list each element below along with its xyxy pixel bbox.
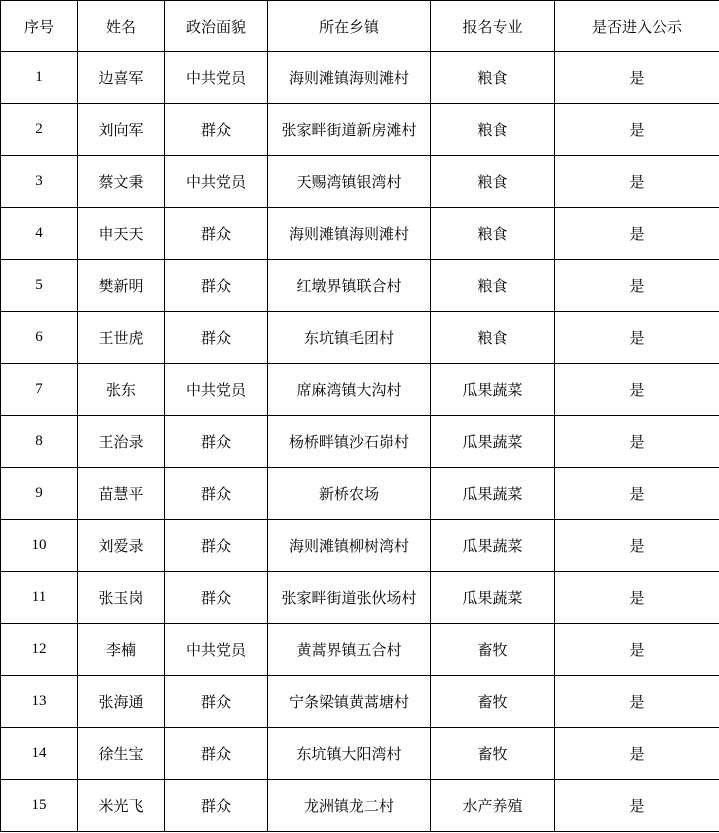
cell-township: 东坑镇大阳湾村 — [268, 728, 431, 780]
cell-publicity: 是 — [555, 104, 719, 156]
header-specialty: 报名专业 — [431, 1, 555, 52]
table-row — [1, 364, 719, 416]
cell-seq: 11 — [1, 572, 78, 624]
cell-township: 宁条梁镇黄蒿塘村 — [268, 676, 431, 728]
cell-publicity: 是 — [555, 416, 719, 468]
cell-publicity: 是 — [555, 364, 719, 416]
cell-specialty: 瓜果蔬菜 — [431, 364, 555, 416]
cell-seq: 3 — [1, 156, 78, 208]
cell-political-status: 群众 — [165, 520, 268, 572]
cell-township: 红墩界镇联合村 — [268, 260, 431, 312]
cell-political-status: 群众 — [165, 572, 268, 624]
cell-political-status: 群众 — [165, 104, 268, 156]
header-township: 所在乡镇 — [268, 1, 431, 52]
table-row — [1, 572, 719, 624]
cell-specialty: 瓜果蔬菜 — [431, 468, 555, 520]
cell-name: 刘爱录 — [78, 520, 165, 572]
cell-political-status: 中共党员 — [165, 156, 268, 208]
table-row — [1, 52, 719, 104]
cell-specialty: 畜牧 — [431, 624, 555, 676]
cell-political-status: 群众 — [165, 312, 268, 364]
table-row — [1, 468, 719, 520]
cell-seq: 14 — [1, 728, 78, 780]
cell-political-status: 群众 — [165, 416, 268, 468]
cell-specialty: 粮食 — [431, 312, 555, 364]
cell-political-status: 群众 — [165, 728, 268, 780]
cell-political-status: 中共党员 — [165, 364, 268, 416]
table-row — [1, 208, 719, 260]
header-row — [1, 1, 719, 52]
cell-name: 徐生宝 — [78, 728, 165, 780]
cell-township: 席麻湾镇大沟村 — [268, 364, 431, 416]
cell-publicity: 是 — [555, 468, 719, 520]
cell-name: 刘向军 — [78, 104, 165, 156]
cell-specialty: 畜牧 — [431, 728, 555, 780]
cell-township: 海则滩镇柳树湾村 — [268, 520, 431, 572]
cell-publicity: 是 — [555, 624, 719, 676]
header-political-status: 政治面貌 — [165, 1, 268, 52]
table-row — [1, 312, 719, 364]
cell-publicity: 是 — [555, 728, 719, 780]
cell-name: 李楠 — [78, 624, 165, 676]
cell-name: 张玉岗 — [78, 572, 165, 624]
cell-name: 苗慧平 — [78, 468, 165, 520]
cell-township: 张家畔街道张伙场村 — [268, 572, 431, 624]
cell-name: 边喜军 — [78, 52, 165, 104]
cell-political-status: 中共党员 — [165, 624, 268, 676]
table-row — [1, 728, 719, 780]
table-row — [1, 520, 719, 572]
cell-name: 米光飞 — [78, 780, 165, 832]
cell-name: 樊新明 — [78, 260, 165, 312]
cell-political-status: 群众 — [165, 468, 268, 520]
cell-political-status: 群众 — [165, 676, 268, 728]
table-row — [1, 416, 719, 468]
cell-specialty: 瓜果蔬菜 — [431, 520, 555, 572]
cell-township: 东坑镇毛团村 — [268, 312, 431, 364]
cell-publicity: 是 — [555, 780, 719, 832]
cell-township: 杨桥畔镇沙石峁村 — [268, 416, 431, 468]
cell-township: 新桥农场 — [268, 468, 431, 520]
cell-name: 张海通 — [78, 676, 165, 728]
cell-specialty: 瓜果蔬菜 — [431, 572, 555, 624]
cell-seq: 2 — [1, 104, 78, 156]
cell-township: 龙洲镇龙二村 — [268, 780, 431, 832]
table-row — [1, 676, 719, 728]
cell-specialty: 水产养殖 — [431, 780, 555, 832]
table-row — [1, 780, 719, 832]
cell-political-status: 群众 — [165, 208, 268, 260]
cell-seq: 15 — [1, 780, 78, 832]
cell-seq: 13 — [1, 676, 78, 728]
cell-political-status: 中共党员 — [165, 52, 268, 104]
cell-township: 黄蒿界镇五合村 — [268, 624, 431, 676]
cell-publicity: 是 — [555, 156, 719, 208]
table-row — [1, 156, 719, 208]
cell-political-status: 群众 — [165, 260, 268, 312]
cell-seq: 9 — [1, 468, 78, 520]
cell-name: 申天天 — [78, 208, 165, 260]
cell-township: 天赐湾镇银湾村 — [268, 156, 431, 208]
table-row — [1, 260, 719, 312]
header-seq: 序号 — [1, 1, 78, 52]
table-row — [1, 624, 719, 676]
cell-specialty: 粮食 — [431, 52, 555, 104]
cell-publicity: 是 — [555, 312, 719, 364]
cell-publicity: 是 — [555, 572, 719, 624]
cell-specialty: 粮食 — [431, 260, 555, 312]
cell-seq: 8 — [1, 416, 78, 468]
table-row — [1, 104, 719, 156]
cell-specialty: 粮食 — [431, 104, 555, 156]
cell-political-status: 群众 — [165, 780, 268, 832]
cell-name: 王治录 — [78, 416, 165, 468]
cell-seq: 4 — [1, 208, 78, 260]
cell-seq: 7 — [1, 364, 78, 416]
cell-specialty: 粮食 — [431, 156, 555, 208]
cell-name: 蔡文秉 — [78, 156, 165, 208]
cell-township: 海则滩镇海则滩村 — [268, 208, 431, 260]
cell-publicity: 是 — [555, 260, 719, 312]
cell-seq: 12 — [1, 624, 78, 676]
cell-publicity: 是 — [555, 676, 719, 728]
cell-specialty: 粮食 — [431, 208, 555, 260]
cell-publicity: 是 — [555, 52, 719, 104]
cell-township: 张家畔街道新房滩村 — [268, 104, 431, 156]
cell-publicity: 是 — [555, 520, 719, 572]
cell-seq: 1 — [1, 52, 78, 104]
cell-name: 王世虎 — [78, 312, 165, 364]
cell-seq: 6 — [1, 312, 78, 364]
header-name: 姓名 — [78, 1, 165, 52]
header-publicity: 是否进入公示 — [555, 1, 719, 52]
cell-name: 张东 — [78, 364, 165, 416]
cell-specialty: 瓜果蔬菜 — [431, 416, 555, 468]
cell-township: 海则滩镇海则滩村 — [268, 52, 431, 104]
cell-seq: 5 — [1, 260, 78, 312]
cell-seq: 10 — [1, 520, 78, 572]
cell-specialty: 畜牧 — [431, 676, 555, 728]
cell-publicity: 是 — [555, 208, 719, 260]
